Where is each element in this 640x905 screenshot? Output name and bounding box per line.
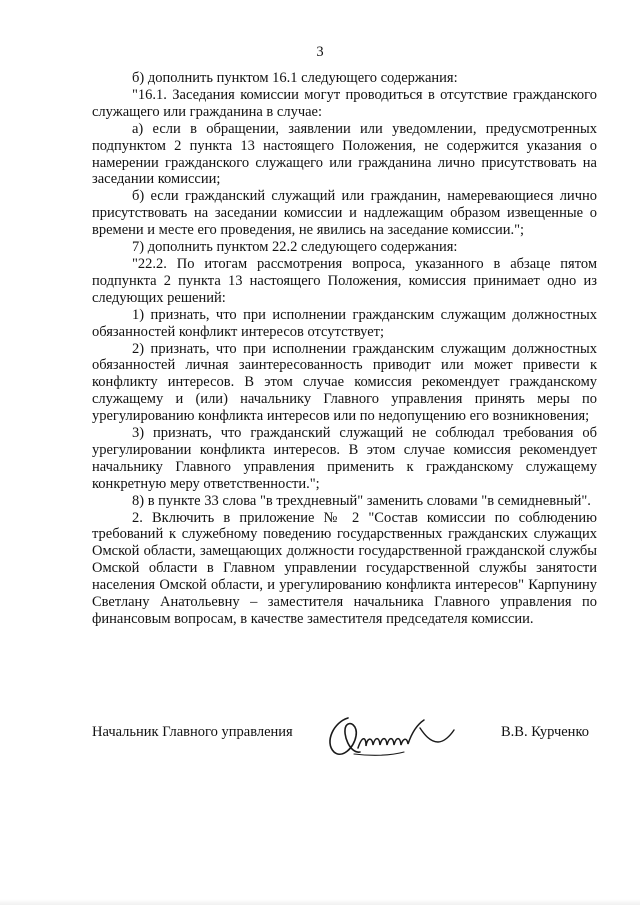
signatory-name: В.В. Курченко: [501, 724, 589, 740]
document-body: [92, 70, 597, 628]
paragraph: 2) признать, что при исполнении гражданским служащим должностных обязанностей личная заинтересованность приводит или может привести к конфликту интересов. В этом случае комиссия рекомендует гражданскому служащему и (или) начальнику Главного управления принять меры по урегулированию конфликта интересов или по недопущению его возникновения;: [92, 340, 597, 425]
paragraph: 8) в пункте 33 слова "в трехдневный" заменить словами "в семидневный".: [132, 492, 591, 509]
paragraph: "22.2. По итогам рассмотрения вопроса, указанного в абзаце пятом подпункта 2 пункта 13 настоящего Положения, комиссия принимает одно из следующих решений:: [92, 255, 597, 306]
paragraph: б) если гражданский служащий или гражданин, намеревающиеся лично присутствовать на заседании комиссии и надлежащим образом извещенные о времени и месте его проведения, не явились на заседание комиссии.";: [92, 188, 597, 239]
paragraph: 3) признать, что гражданский служащий не соблюдал требования об урегулировании конфликта интересов. В этом случае комиссия рекомендует начальнику Главного управления применить к гражданскому служащему конкретную меру ответственности.";: [92, 425, 597, 492]
signature-block: [92, 712, 597, 762]
paragraph: 7) дополнить пунктом 22.2 следующего содержания:: [132, 239, 458, 256]
page-number: 3: [316, 44, 324, 60]
scan-edge: [0, 899, 640, 905]
signatory-position: Начальник Главного управления: [92, 724, 293, 740]
paragraph: "16.1. Заседания комиссии могут проводиться в отсутствие гражданского служащего или гражданина в случае:: [92, 86, 597, 120]
paragraph: б) дополнить пунктом 16.1 следующего содержания:: [132, 70, 458, 86]
paragraph: 1) признать, что при исполнении гражданским служащим должностных обязанностей конфликт интересов отсутствует;: [92, 306, 597, 340]
paragraph: 2. Включить в приложение № 2 "Состав комиссии по соблюдению требований к служебному поведению государственных гражданских служащих Омской области, замещающих должности государственной гражданской службы Омской области в Главном управлении государственной службы занятости населения Омской области, и урегулированию конфликта интересов" Карпунину Светлану Анатольевну – заместителя начальника Главного управления по финансовым вопросам, в качестве заместителя председателя комиссии.: [92, 509, 597, 627]
paragraph: а) если в обращении, заявлении или уведомлении, предусмотренных подпунктом 2 пункта 13 настоящего Положения, не содержится указания о намерении гражданского служащего или гражданина лично присутствовать на заседании комиссии;: [92, 120, 597, 188]
handwritten-signature: [320, 712, 460, 762]
